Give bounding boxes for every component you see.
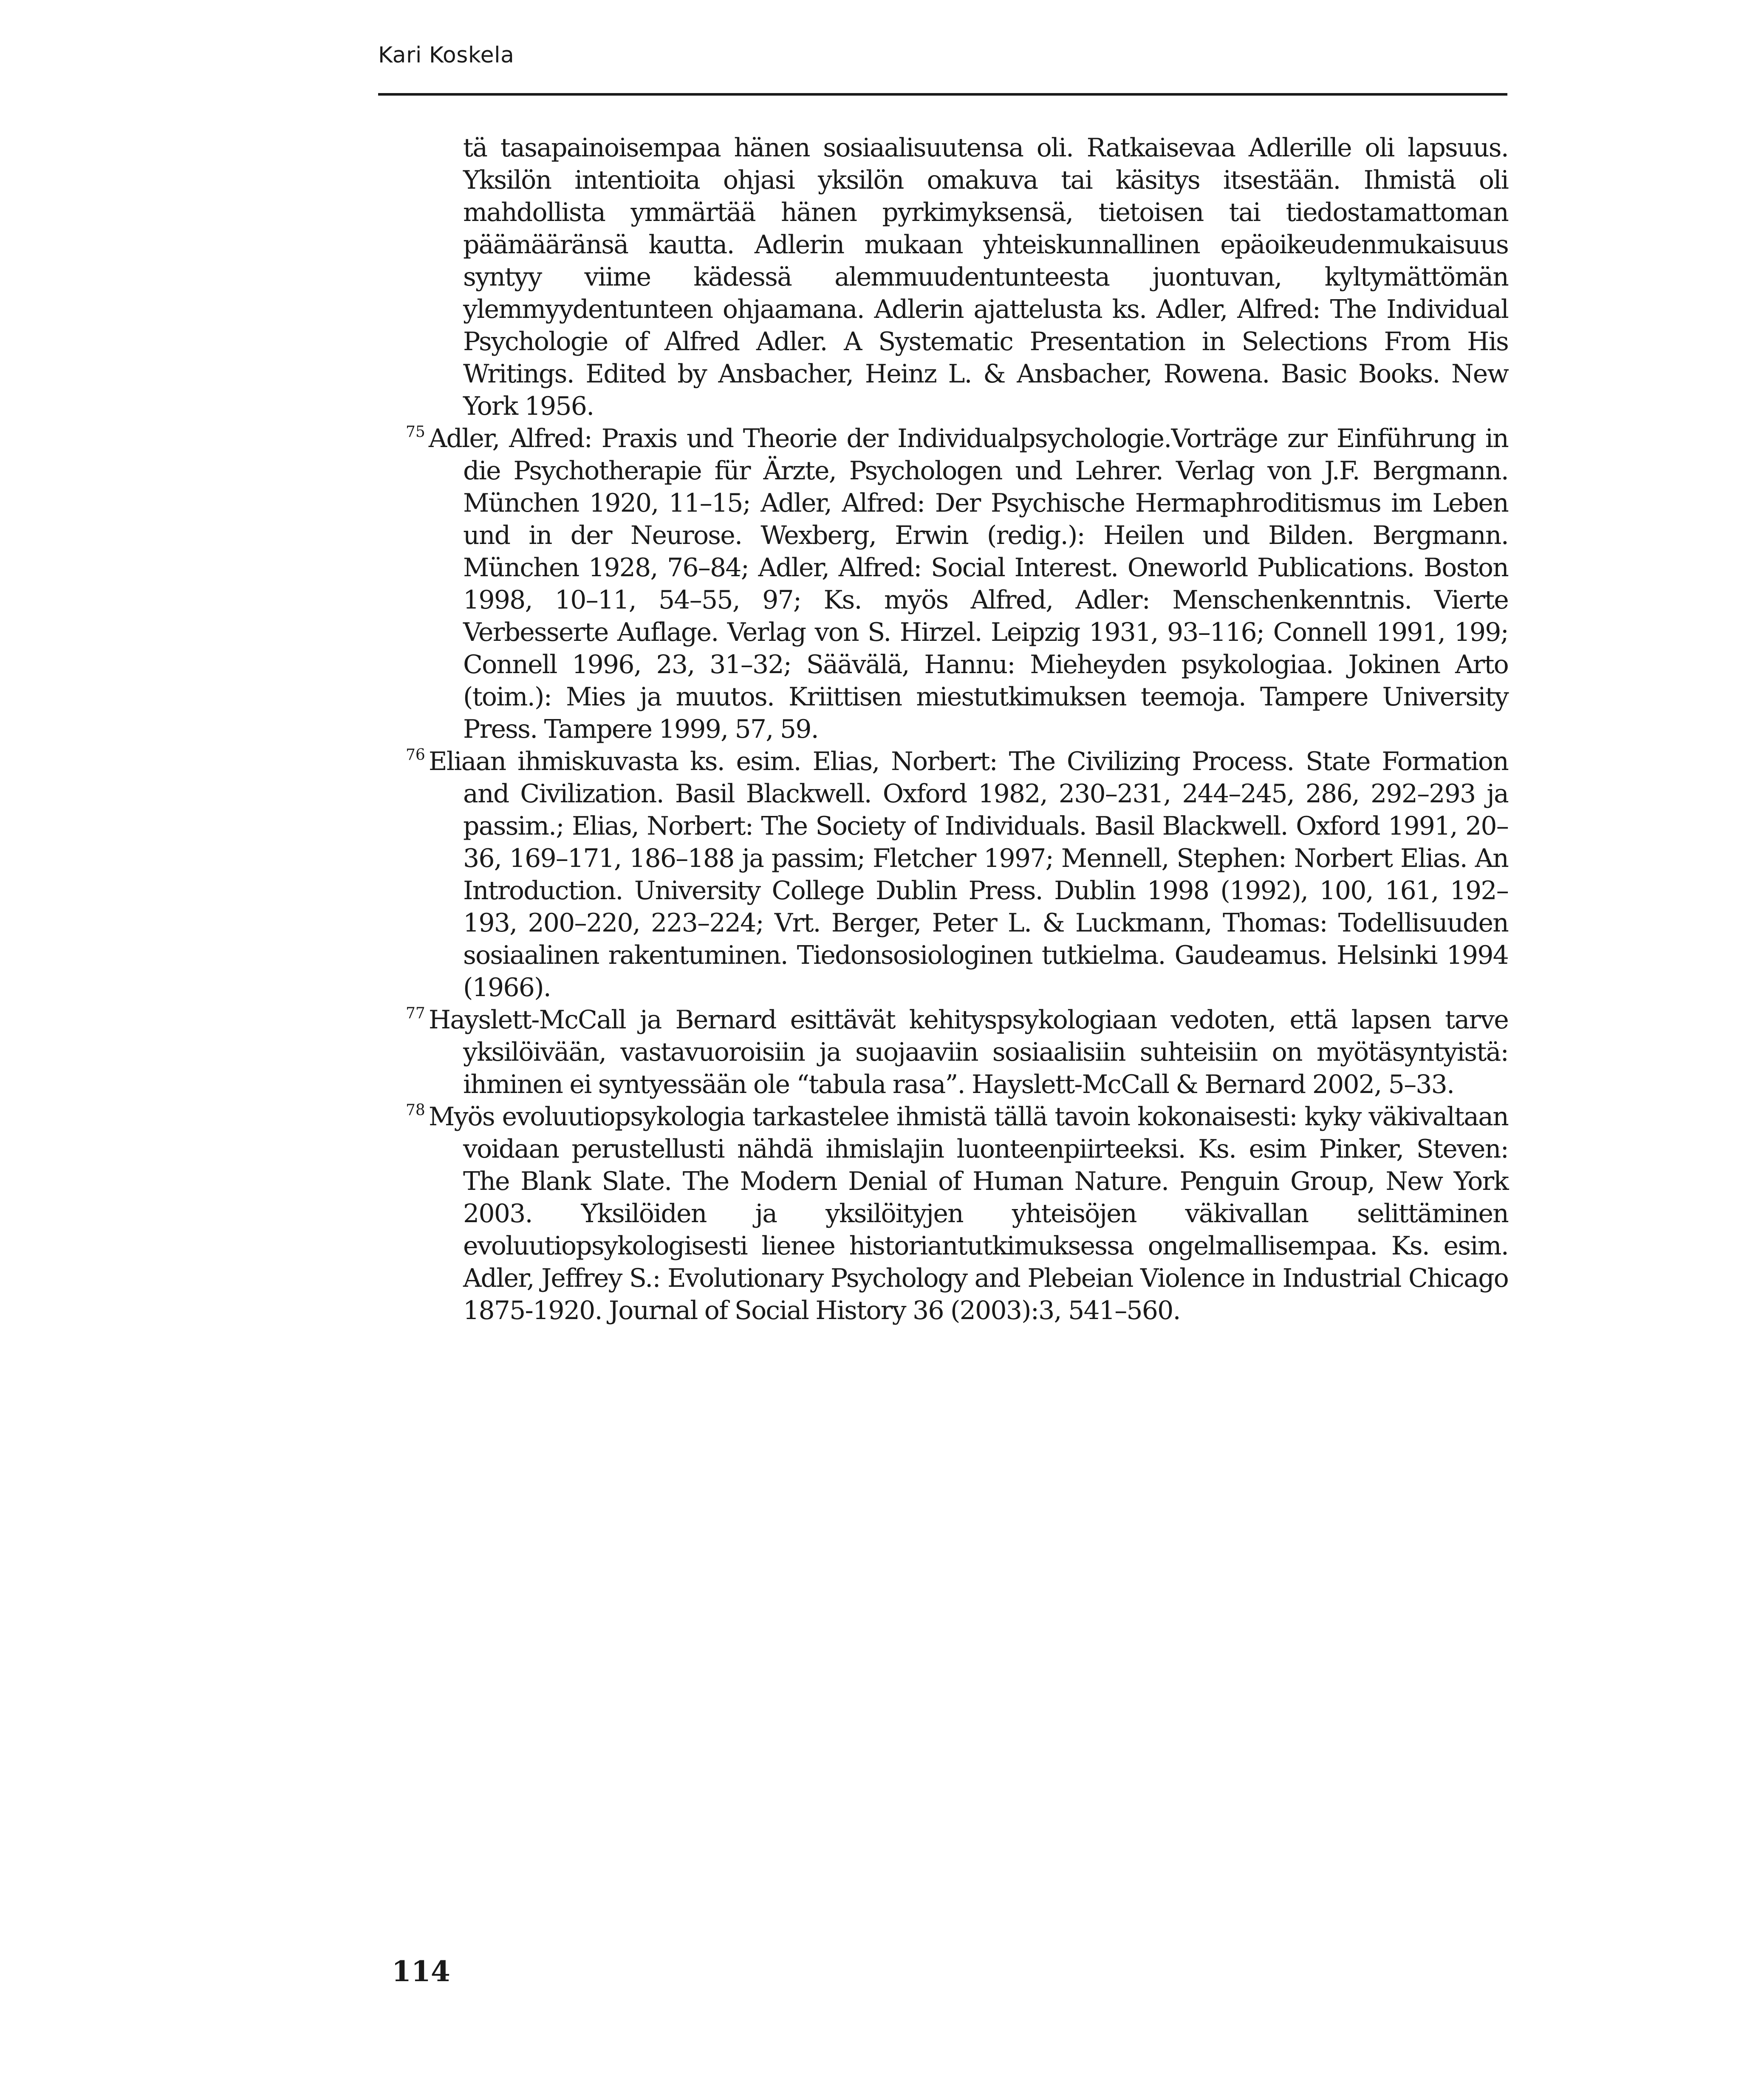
footnote-number: 75 bbox=[406, 423, 425, 441]
footnote-number: 77 bbox=[406, 1005, 425, 1022]
page-number: 114 bbox=[392, 1955, 450, 1988]
footnote-text: Eliaan ihmiskuvasta ks. esim. Elias, Norbert: The Civilizing Process. State Formation and Civilization. Basil Blackwell. Oxford 1982, 230–231, 244–245, 286, 292–293 ja passim.; Elias, Norbert: The Society of Individuals. Basil Blackwell. Oxford 1991, 20–36, 169–171, 186–188 ja passim; Fletcher 1997; Mennell, Stephen: Norbert Elias. An Introduction. University College Dublin Press. Dublin 1998 (1992), 100, 161, 192–193, 200–220, 223–224; Vrt. Berger, Peter L. & Luckmann, Thomas: Todellisuuden sosiaalinen rakentuminen. Tiedonsosiologinen tutkielma. Gaudeamus. Helsinki 1994 (1966). bbox=[428, 747, 1508, 1002]
running-head: Kari Koskela bbox=[378, 42, 514, 68]
footnote-77 bbox=[406, 1004, 1508, 1101]
footnote-number: 78 bbox=[406, 1101, 425, 1119]
header-rule bbox=[378, 93, 1507, 96]
footnote-text: Adler, Alfred: Praxis und Theorie der Individualpsychologie.Vorträge zur Einführung in die Psychotherapie für Ärzte, Psychologen und Lehrer. Verlag von J.F. Bergmann. München 1920, 11–15; Adler, Alfred: Der Psychische Hermaphroditismus im Leben und in der Neurose. Wexberg, Erwin (redig.): Heilen und Bilden. Bergmann. München 1928, 76–84; Adler, Alfred: Social Interest. Oneworld Publications. Boston 1998, 10–11, 54–55, 97; Ks. myös Alfred, Adler: Menschenkenntnis. Vierte Verbesserte Auflage. Verlag von S. Hirzel. Leipzig 1931, 93–116; Connell 1991, 199; Connell 1996, 23, 31–32; Säävälä, Hannu: Mieheyden psykologiaa. Jokinen Arto (toim.): Mies ja muutos. Kriittisen miestutkimuksen teemoja. Tampere University Press. Tampere 1999, 57, 59. bbox=[428, 424, 1508, 744]
footnotes bbox=[406, 132, 1508, 1327]
footnote-75 bbox=[406, 422, 1508, 745]
footnote-text: Hayslett-McCall ja Bernard esittävät kehityspsykologiaan vedoten, että lapsen tarve yksilöivään, vastavuoroisiin ja suojaaviin sosiaalisiin suhteisiin on myötäsyntyistä: ihminen ei syntyessään ole “tabula rasa”. Hayslett-McCall & Bernard 2002, 5–33. bbox=[428, 1005, 1508, 1099]
footnote-number: 76 bbox=[406, 746, 425, 764]
footnote-76 bbox=[406, 745, 1508, 1004]
footnote-continuation: tä tasapainoisempaa hänen sosiaalisuutensa oli. Ratkaisevaa Adlerille oli lapsuus. Yksilön intentioita ohjasi yksilön omakuva tai käsitys itsestään. Ihmistä oli mahdollista ymmärtää hänen pyrkimyksensä, tietoisen tai tiedostamattoman päämääränsä kautta. Adlerin mukaan yhteiskunnallinen epäoikeudenmukaisuus syntyy viime kädessä alemmuudentunteesta juontuvan, kyltymättömän ylemmyydentunteen ohjaamana. Adlerin ajattelusta ks. Adler, Alfred: The Individual Psychologie of Alfred Adler. A Systematic Presentation in Selections From His Writings. Edited by Ansbacher, Heinz L. & Ansbacher, Rowena. Basic Books. New York 1956. bbox=[463, 133, 1508, 421]
footnote-78 bbox=[406, 1101, 1508, 1327]
footnote-text: Myös evoluutiopsykologia tarkastelee ihmistä tällä tavoin kokonaisesti: kyky väkivaltaan voidaan perustellusti nähdä ihmislajin luonteenpiirteeksi. Ks. esim Pinker, Steven: The Blank Slate. The Modern Denial of Human Nature. Penguin Group, New York 2003. Yksilöiden ja yksilöityjen yhteisöjen väkivallan selittäminen evoluutiopsykologisesti lienee historiantutkimuksessa ongelmallisempaa. Ks. esim. Adler, Jeffrey S.: Evolutionary Psychology and Plebeian Violence in Industrial Chicago 1875-1920. Journal of Social History 36 (2003):3, 541–560. bbox=[428, 1102, 1508, 1325]
